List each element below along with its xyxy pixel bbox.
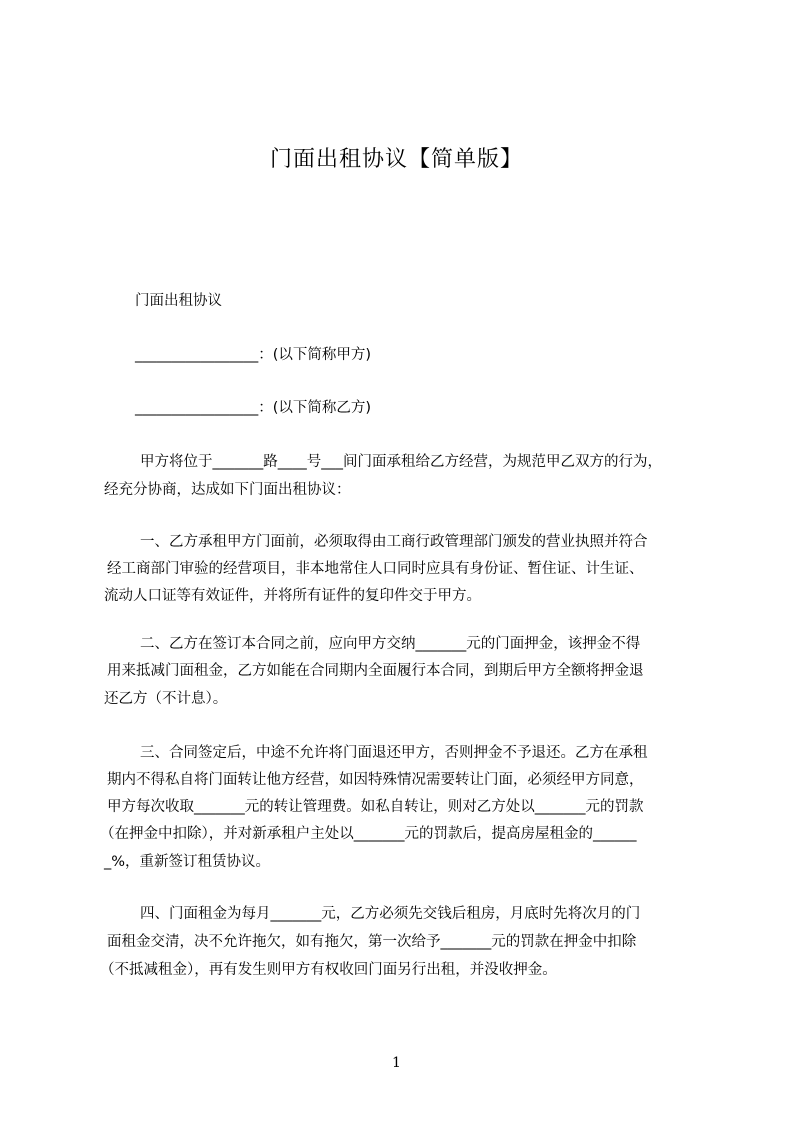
paragraph-line: 用来抵减门面租金，乙方如能在合同期内全面履行本合同，到期后甲方全额将押金退	[107, 663, 644, 679]
paragraph-line: 流动人口证等有效证件，并将所有证件的复印件交于甲方。	[104, 588, 481, 604]
document-title: 门面出租协议【简单版】	[269, 147, 523, 172]
paragraph-line: （不抵减租金），再有发生则甲方有权收回门面另行出租，并没收押金。	[100, 962, 557, 978]
paragraph-line: 经工商部门审验的经营项目，非本地常住人口同时应具有身份证、暂住证、计生证、	[107, 561, 644, 577]
page-number: 1	[392, 1055, 401, 1071]
paragraph-line: 二、乙方在签订本合同之前，应向甲方交纳_______元的门面押金，该押金不得	[140, 636, 641, 652]
paragraph-line: 还乙方（不计息）。	[104, 691, 228, 707]
paragraph-line: 一、乙方承租甲方门面前，必须取得由工商行政管理部门颁发的营业执照并符合	[140, 534, 648, 550]
party-b-line: _________________：(以下简称乙方)	[135, 400, 372, 416]
paragraph-line: 面租金交清，决不允许拖欠，如有拖欠，第一次给予_______元的罚款在押金中扣除	[107, 934, 637, 950]
paragraph-line: 四、门面租金为每月_______元，乙方必须先交钱后租房，月底时先将次月的门	[140, 906, 641, 922]
paragraph-line: 经充分协商，达成如下门面出租协议：	[104, 482, 351, 498]
party-a-line: _________________：(以下简称甲方)	[135, 347, 372, 363]
paragraph-line: _%，重新签订租赁协议。	[104, 854, 271, 870]
paragraph-line: 甲方每次收取_______元的转让管理费。如私自转让，则对乙方处以_______元的罚款	[107, 799, 644, 815]
document-heading: 门面出租协议	[135, 293, 222, 309]
paragraph-line: 期内不得私自将门面转让他方经营，如因特殊情况需要转让门面，必须经甲方同意，	[107, 772, 644, 788]
paragraph-line: （在押金中扣除），并对新承租户主处以_______元的罚款后，提高房屋租金的______	[100, 826, 637, 842]
paragraph-line: 三、合同签定后，中途不允许将门面退还甲方，否则押金不予退还。乙方在承租	[140, 745, 648, 761]
paragraph-line: 甲方将位于_______路____号___间门面承租给乙方经营，为规范甲乙双方的行为，	[140, 454, 662, 470]
